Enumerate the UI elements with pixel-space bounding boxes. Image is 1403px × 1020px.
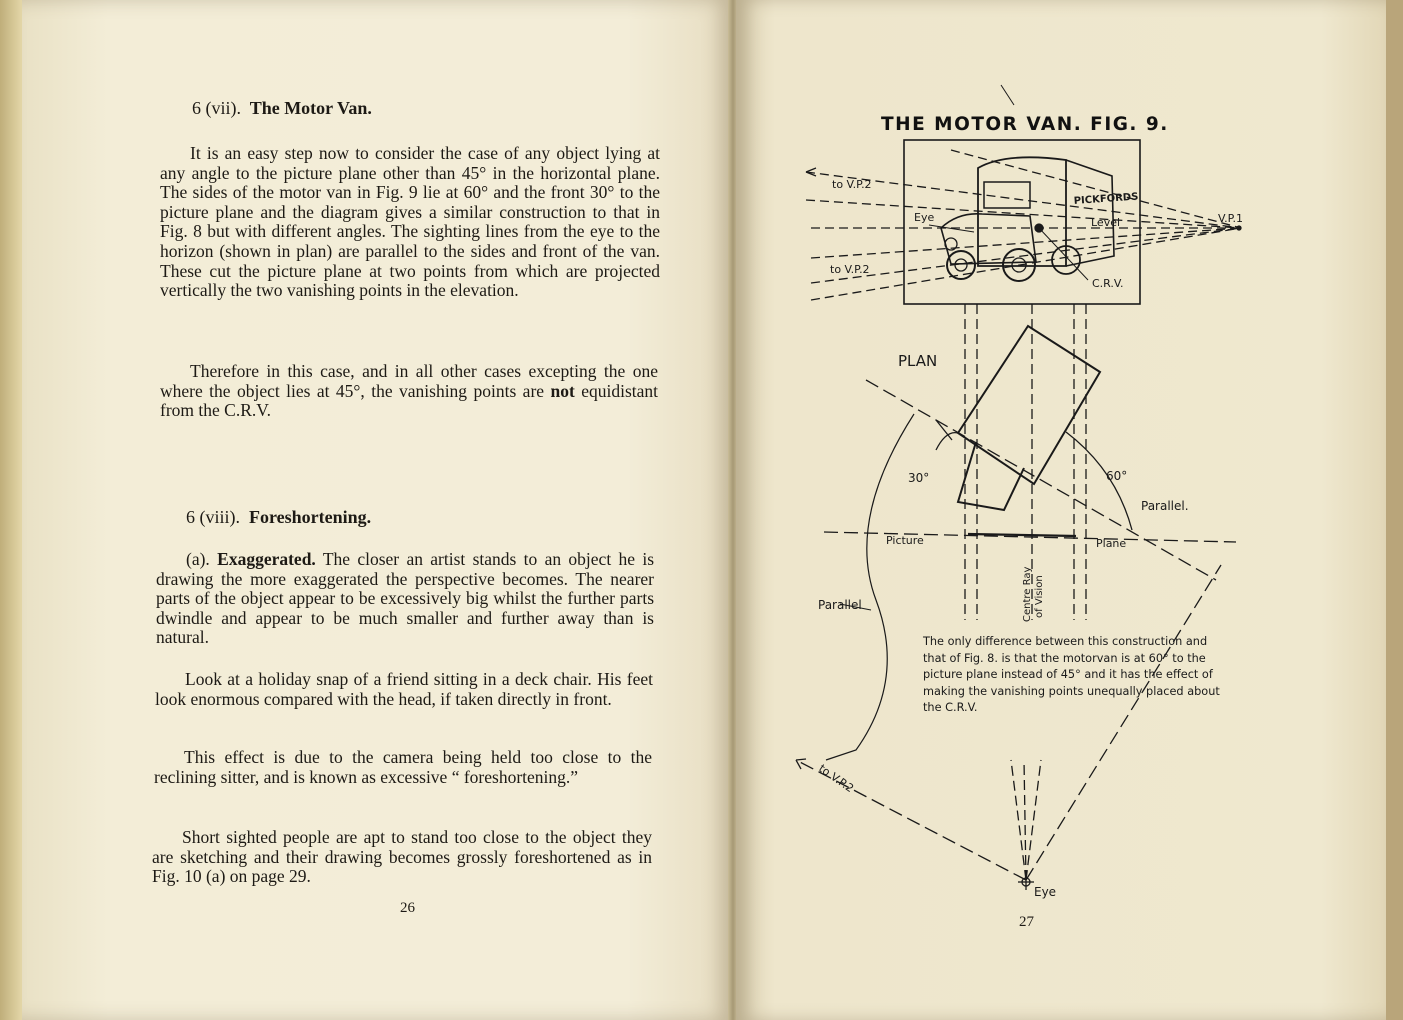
label-to-vp2-bottom: to V.P.2: [816, 761, 857, 796]
vanishing-line: [811, 228, 1241, 283]
parallel-curve: [826, 414, 914, 760]
label-to-vp2-mid: to V.P.2: [830, 263, 870, 276]
vp1-point: [1237, 226, 1241, 230]
text-run: The closer an artist stands to an object he is drawing the more exaggerated the perspective becomes. The nearer parts of the object appear to be excessively big whilst the further parts dwindle and appear to be much smaller and further away than is natural.: [156, 549, 655, 648]
label-eye-elevation: Eye: [914, 211, 935, 224]
label-centre-ray: Centre Ray: [1022, 566, 1033, 622]
van-window: [984, 182, 1030, 208]
section-title: The Motor Van.: [249, 98, 372, 118]
page-number-right: 27: [1019, 914, 1034, 930]
label-to-vp2-top: to V.P.2: [832, 178, 872, 191]
paragraph-text: Look at a holiday snap of a friend sitting in a deck chair. His feet look enormous compared with the head, if taken directly in front.: [155, 669, 653, 709]
vanishing-line: [811, 228, 1241, 258]
paragraph: [156, 550, 654, 648]
crv-leader: [1039, 228, 1088, 280]
label-parallel-right: Parallel.: [1141, 499, 1189, 513]
label-angle-30: 30°: [908, 471, 930, 485]
paragraph-text: [160, 362, 658, 421]
section-number: 6 (viii).: [186, 507, 240, 527]
label-parallel-left: Parallel: [818, 598, 862, 612]
paragraph: [154, 748, 652, 787]
figure-note: The only difference between this construction and that of Fig. 8. is that the motorvan is at 60° to the picture plane instead of 45° and it has the effect of making the vanishing points unequally placed about the C.R.V.: [923, 635, 1220, 715]
section-viii-heading: [186, 507, 371, 528]
label-crv: C.R.V.: [1092, 277, 1124, 290]
label-of-vision: of Vision: [1034, 575, 1045, 618]
angle-leader: [936, 420, 952, 440]
page-number-left: 26: [400, 900, 415, 916]
label-plan: PLAN: [898, 352, 938, 370]
paragraph: [160, 144, 660, 301]
label-level: Level: [1091, 216, 1121, 229]
paragraph-text: This effect is due to the camera being held too close to the reclining sitter, and is known as excessive “ foreshortening.”: [154, 747, 652, 787]
text-run: equidistant from the C.R.V.: [160, 380, 658, 421]
paragraph: [155, 670, 653, 709]
page-mark: [1001, 85, 1014, 105]
label-angle-60: 60°: [1106, 469, 1128, 483]
label-plane: Plane: [1096, 537, 1127, 550]
paragraph: [160, 362, 658, 421]
text-run: (a).: [186, 549, 210, 569]
section-number: 6 (vii).: [192, 98, 241, 118]
section-title: Foreshortening.: [249, 507, 372, 527]
label-van-sign: PICKFORDS: [1073, 191, 1139, 207]
figure-title: THE MOTOR VAN. FIG. 9.: [881, 114, 1169, 135]
van-plan-cab: [958, 442, 1024, 510]
label-vp1: V.P.1: [1218, 212, 1244, 225]
sighting-line: [1011, 760, 1026, 880]
sighting-line: [1026, 760, 1041, 880]
text-run: Therefore in this case, and in all other cases excepting the one where the object lies at 45°, the vanishing points are: [160, 361, 658, 401]
sighting-line: [1026, 565, 1221, 880]
label-picture: Picture: [886, 534, 924, 547]
perspective-diagram: [736, 0, 1386, 1020]
paragraph-text: It is an easy step now to consider the case of any object lying at any angle to the picture plane other than 45° in the horizontal plane. The sides of the motor van in Fig. 9 lie at 60° and the front 30° to the picture plane and the diagram gives a similar construction to that in Fig. 8 but with different angles. The sighting lines from the eye to the horizon (shown in plan) are parallel to the sides and front of the van. These cut the picture plane at two points from which are projected vertically the two vanishing points in the elevation.: [160, 143, 660, 301]
book-cover-edge-right: [1386, 0, 1403, 1020]
van-plan-body: [958, 326, 1100, 484]
label-eye-bottom: Eye: [1034, 885, 1057, 899]
paragraph-text: Short sighted people are apt to stand too close to the object they are sketching and their drawing becomes grossly foreshortened as in Fig. 10 (a) on page 29.: [152, 827, 652, 887]
paragraph-text: [156, 550, 654, 648]
angle-arc-30: [936, 433, 958, 450]
emphasis-not: not: [550, 380, 575, 401]
section-vii-heading: [192, 98, 372, 119]
paragraph: [152, 828, 652, 887]
vanishing-line: [806, 200, 1244, 228]
emphasis-exaggerated: Exaggerated.: [217, 549, 316, 569]
